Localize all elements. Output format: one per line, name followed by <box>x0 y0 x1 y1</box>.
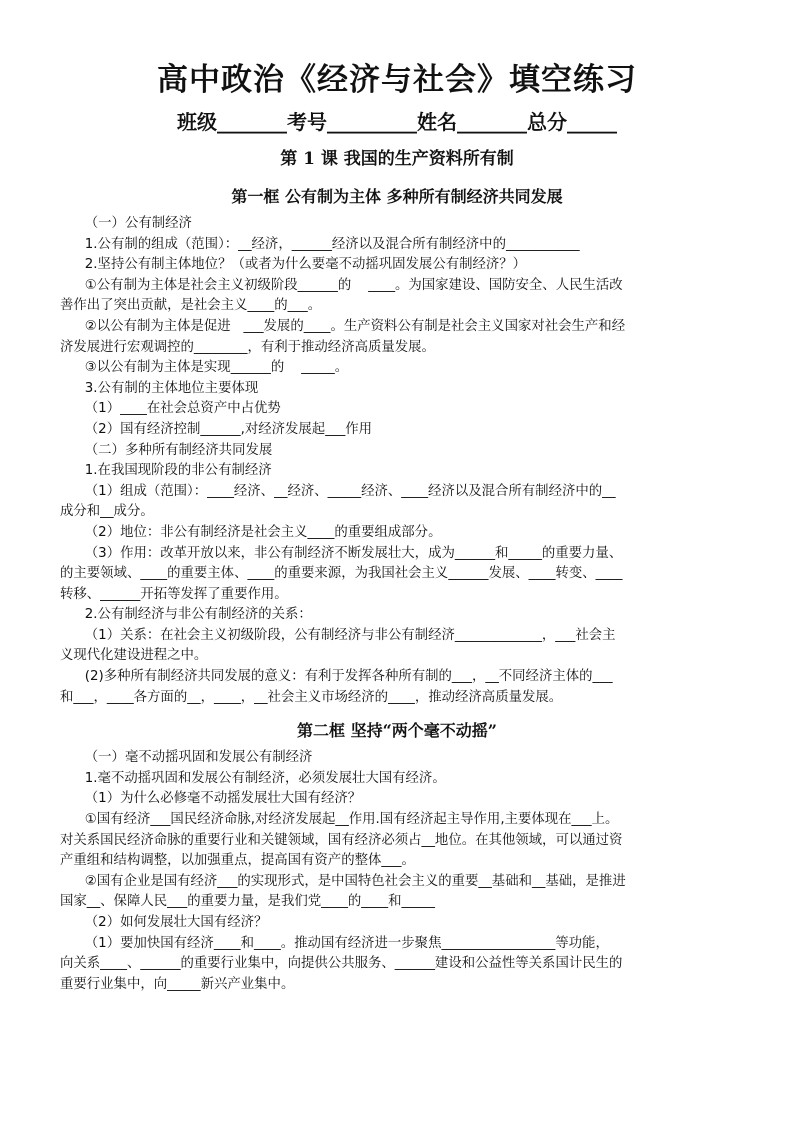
text-line: （2）如何发展壮大国有经济？ <box>84 915 268 930</box>
text-line: ②国有企业是国有经济___的实现形式，是中国特色社会主义的重要__基础和__基础，是推进 <box>84 873 626 889</box>
text-line: 济发展进行宏观调控的________，有利于推动经济高质量发展。 <box>60 339 435 355</box>
text-line: （1）组成（范围）：____经济、__经济、_____经济、____经济以及混合所有制经济中的__ <box>84 483 616 499</box>
text-line: 重要行业集中，向_____新兴产业集中。 <box>60 976 295 992</box>
page-title: 高中政治《经济与社会》填空练习 <box>157 62 637 98</box>
text-line: 转移、______开拓等发挥了重要作用。 <box>60 586 288 602</box>
text-line: （1）为什么必修毫不动摇发展壮大国有经济？ <box>84 791 362 807</box>
text-line: 国家__、保障人民___的重要力量，是我们党____的____和_____ <box>60 894 435 910</box>
text-line: （一）公有制经济 <box>84 216 192 231</box>
text-line: 1.毫不动摇巩固和发展公有制经济，必须发展壮大国有经济。 <box>84 770 446 786</box>
text-line: 对关系国民经济命脉的重要行业和关键领域，国有经济必须占__地位。在其他领域，可以通过资 <box>60 832 623 848</box>
frame2-title: 第二框 坚持“两个毫不动摇” <box>297 721 497 741</box>
text-line: (2)多种所有制经济共同发展的意义：有利于发挥各种所有制的___，__不同经济主体的___ <box>84 669 613 685</box>
text-line: （1）关系：在社会主义初级阶段，公有制经济与非公有制经济_____________，___社会主 <box>84 627 616 643</box>
text-line: 和___，____各方面的__，____，__社会主义市场经济的____，推动经济高质量发展。 <box>60 689 563 705</box>
text-line: 1.公有制的组成（范围）：__经济，______经济以及混合所有制经济中的___________ <box>84 236 580 252</box>
text-line: （1）要加快国有经济____和____。推动国有经济进一步聚焦_________________等功能， <box>84 935 609 951</box>
student-info-line: 班级_______考号_________姓名_______总分_____ <box>177 110 617 134</box>
frame1-body <box>60 214 734 708</box>
text-line: 善作出了突出贡献，是社会主义____的___。 <box>60 298 322 314</box>
text-line: （1）____在社会总资产中占优势 <box>84 401 281 417</box>
text-line: 2.公有制经济与非公有制经济的关系： <box>84 607 312 623</box>
text-line: ③以公有制为主体是实现______的 _____。 <box>84 360 349 376</box>
text-line: ②以公有制为主体是促进 ___发展的____。生产资料公有制是社会主义国家对社会生产和经 <box>84 318 626 334</box>
text-line: ①公有制为主体是社会主义初级阶段______的 ____。为国家建设、国防安全、人民生活改 <box>84 277 623 293</box>
text-line: （2）国有经济控制______,对经济发展起___作用 <box>84 421 373 437</box>
frame1-title: 第一框 公有制为主体 多种所有制经济共同发展 <box>231 187 563 206</box>
text-line: 3.公有制的主体地位主要体现 <box>84 380 259 396</box>
text-line: 产重组和结构调整，以加强重点，提高国有资产的整体___。 <box>60 853 415 869</box>
lesson-title: 第 1 课 我国的生产资料所有制 <box>280 149 514 169</box>
text-line: 成分和__成分。 <box>60 504 154 520</box>
text-line: 义现代化建设进程之中。 <box>60 648 208 664</box>
frame2-body <box>60 748 734 995</box>
text-line: （3）作用：改革开放以来，非公有制经济不断发展壮大，成为______和_____的重要力量、 <box>84 545 623 561</box>
text-line: 1.在我国现阶段的非公有制经济 <box>84 463 272 479</box>
text-line: 2.坚持公有制主体地位？（或者为什么要毫不动摇巩固发展公有制经济？） <box>84 257 527 273</box>
text-line: （一）毫不动摇巩固和发展公有制经济 <box>84 750 313 766</box>
text-line: ①国有经济___国民经济命脉,对经济发展起__作用.国有经济起主导作用,主要体现在___上。 <box>84 812 619 828</box>
text-line: （二）多种所有制经济共同发展 <box>84 442 273 458</box>
text-line: （2）地位：非公有制经济是社会主义____的重要组成部分。 <box>84 524 442 540</box>
text-line: 向关系____、______的重要行业集中，向提供公共服务、______建设和公益性等关系国计民生的 <box>60 956 623 972</box>
text-line: 的主要领域、____的重要主体、____的重要来源，为我国社会主义______发展、____转变、____ <box>60 566 623 582</box>
